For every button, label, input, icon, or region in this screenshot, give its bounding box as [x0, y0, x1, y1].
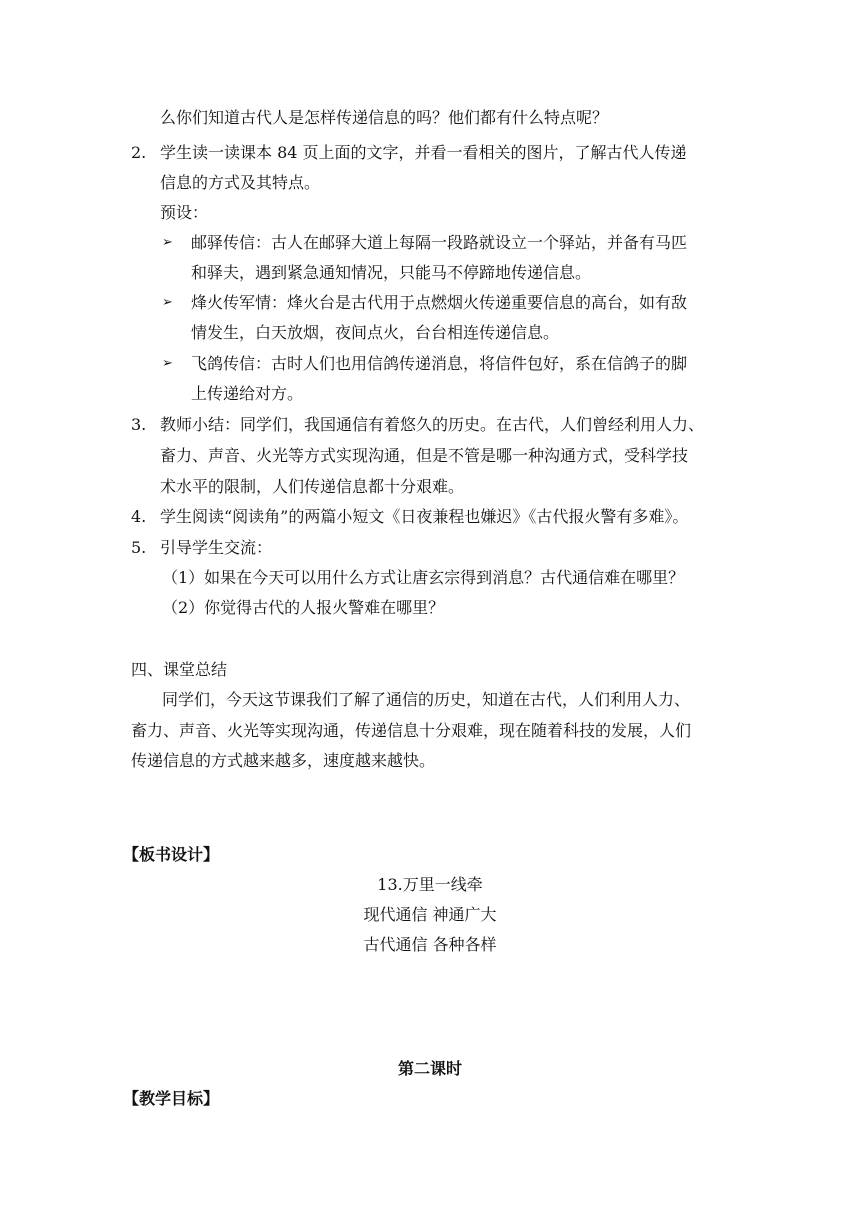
- list-number: 5.: [131, 538, 147, 557]
- teaching-goals-heading: 【教学目标】: [123, 1089, 220, 1108]
- text-line: 学生阅读“阅读角”的两篇小短文《日夜兼程也嫌迟》《古代报火警有多难》。: [160, 507, 689, 526]
- section-heading: 四、课堂总结: [131, 660, 228, 679]
- lesson-title: 第二课时: [397, 1059, 462, 1078]
- text-line: 邮驿传信：古人在邮驿大道上每隔一段路就设立一个驿站，并备有马匹: [191, 233, 688, 252]
- text-line: 同学们，今天这节课我们了解了通信的历史，知道在古代，人们利用人力、: [162, 690, 691, 709]
- text-line: 么你们知道古代人是怎样传递信息的吗？他们都有什么特点呢？: [160, 108, 609, 127]
- text-line: 上传递给对方。: [191, 384, 304, 403]
- arrowhead-bullet-icon: ➢: [162, 356, 173, 371]
- board-line: 13.万里一线牵: [377, 875, 483, 894]
- question-line: （1）如果在今天可以用什么方式让唐玄宗得到消息？古代通信难在哪里？: [162, 568, 685, 587]
- text-line: 情发生，白天放烟，夜间点火，台台相连传递信息。: [191, 323, 560, 342]
- text-line: 术水平的限制，人们传递信息都十分艰难。: [160, 477, 465, 496]
- arrowhead-bullet-icon: ➢: [162, 295, 173, 310]
- text-line: 信息的方式及其特点。: [160, 173, 321, 192]
- text-line: 学生读一读课本 84 页上面的文字，并看一看相关的图片，了解古代人传递: [160, 143, 687, 162]
- text-line: 飞鸽传信：古时人们也用信鸽传递消息，将信件包好，系在信鸽子的脚: [191, 354, 688, 373]
- text-line: 烽火传军情：烽火台是古代用于点燃烟火传递重要信息的高台，如有敌: [191, 293, 688, 312]
- question-line: （2）你觉得古代的人报火警难在哪里？: [162, 598, 445, 617]
- board-line: 现代通信 神通广大: [363, 905, 497, 924]
- text-line: 和驿夫，遇到紧急通知情况，只能马不停蹄地传递信息。: [191, 263, 592, 282]
- text-line: 畜力、声音、火光等方式实现沟通，但是不管是哪一种沟通方式，受科学技: [160, 446, 689, 465]
- list-number: 2.: [131, 143, 147, 162]
- arrowhead-bullet-icon: ➢: [162, 235, 173, 250]
- text-line: 引导学生交流：: [160, 538, 273, 557]
- list-number: 3.: [131, 415, 147, 434]
- text-line: 教师小结：同学们，我国通信有着悠久的历史。在古代，人们曾经利用人力、: [160, 415, 705, 434]
- list-number: 4.: [131, 507, 147, 526]
- text-line: 传递信息的方式越来越多，速度越来越快。: [131, 751, 436, 770]
- text-line: 预设：: [160, 203, 209, 222]
- text-line: 畜力、声音、火光等实现沟通，传递信息十分艰难，现在随着科技的发展，人们: [131, 721, 692, 740]
- board-design-heading: 【板书设计】: [123, 845, 220, 864]
- board-line: 古代通信 各种各样: [363, 935, 497, 954]
